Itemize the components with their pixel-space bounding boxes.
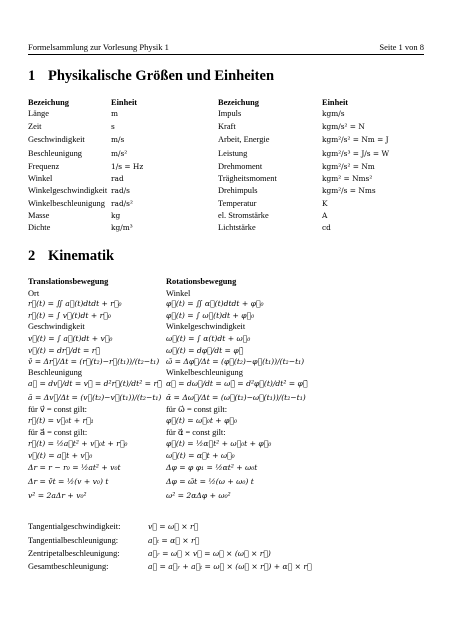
translation-formula: Δr = r − r₀ = ½at² + v₀t xyxy=(28,463,121,472)
units-column-header: Einheit xyxy=(322,98,349,107)
translation-formula: ā = Δv⃗/Δt = (v⃗(t₂)−v⃗(t₁))/(t₂−t₁) xyxy=(28,393,162,402)
quantity-name: Frequenz xyxy=(28,162,60,171)
tangential-formula: a⃗ᵣ = ω⃗ × v⃗ = ω⃗ × (ω⃗ × r⃗) xyxy=(148,549,271,558)
section-2-number: 2 xyxy=(28,248,36,264)
subsection-label: Ort xyxy=(28,289,40,298)
unit-value: kg/m³ xyxy=(111,223,133,232)
subsection-label: Geschwindigkeit xyxy=(28,322,85,331)
quantity-name: Temperatur xyxy=(218,199,257,208)
translation-formula: v⃗(t) = dr⃗/dt = r⃗̇ xyxy=(28,346,100,355)
tangential-formula: v⃗ = ω⃗ × r⃗ xyxy=(148,522,199,531)
tangential-formula: a⃗ₜ = α⃗ × r⃗ xyxy=(148,536,200,545)
quantity-name: Geschwindigkeit xyxy=(28,135,85,144)
unit-value: m xyxy=(111,109,119,118)
quantity-name: Arbeit, Energie xyxy=(218,135,270,144)
translation-formula: a⃗ = dv⃗/dt = v⃗̇ = d²r⃗(t)/dt² = r⃗̈ xyxy=(28,379,162,388)
unit-value: m/s² xyxy=(111,149,128,158)
rotation-formula: φ⃗(t) = ω⃗₀t + φ⃗₀ xyxy=(166,416,237,425)
unit-value: cd xyxy=(322,223,331,232)
quantity-name: el. Stromstärke xyxy=(218,211,269,220)
section-1-heading xyxy=(28,68,274,85)
unit-value: kgm² = Nms² xyxy=(322,174,373,183)
tangential-label: Tangentialbeschleunigung: xyxy=(28,536,119,545)
translation-formula: r⃗(t) = ∬ a⃗(t)dtdt + r⃗₀ xyxy=(28,299,122,308)
units-column-header: Einheit xyxy=(111,98,138,107)
rotation-formula: ω̄ = Δφ⃗/Δt = (φ⃗(t₂)−φ⃗(t₁))/(t₂−t₁) xyxy=(166,357,305,366)
rotation-formula: φ⃗(t) = ∬ α⃗(t)dtdt + φ⃗₀ xyxy=(166,299,264,308)
translation-formula: r⃗(t) = v⃗₀t + r⃗₁ xyxy=(28,416,94,425)
rotation-formula: ω² = 2αΔφ + ω₀² xyxy=(166,491,231,500)
rotation-formula: φ⃗(t) = ∫ ω⃗(t)dt + φ⃗₀ xyxy=(166,311,255,320)
page-header xyxy=(28,42,424,55)
tangential-formula: a⃗ = a⃗ᵣ + a⃗ₜ = ω⃗ × (ω⃗ × r⃗) + α⃗ × r⃗ xyxy=(148,562,312,571)
quantity-name: Impuls xyxy=(218,109,242,118)
subsection-label: Winkel xyxy=(166,289,191,298)
rotation-formula: ω⃗(t) = dφ⃗/dt = φ⃗̇ xyxy=(166,346,244,355)
unit-value: rad xyxy=(111,174,124,183)
quantity-name: Masse xyxy=(28,211,50,220)
section-1-number: 1 xyxy=(28,68,36,84)
quantity-name: Drehimpuls xyxy=(218,186,258,195)
translation-formula: v⃗(t) = a⃗t + v⃗₀ xyxy=(28,451,93,460)
unit-value: kgm/s² = N xyxy=(322,122,365,131)
translation-header: Translationsbewegung xyxy=(28,277,109,286)
translation-formula: r⃗(t) = ½a⃗t² + v⃗₀t + r⃗₀ xyxy=(28,439,128,448)
subsection-label: Winkelbeschleunigung xyxy=(166,368,243,377)
page-indicator: Seite 1 von 8 xyxy=(379,42,424,52)
rotation-formula: α⃗ = dω⃗/dt = ω⃗̇ = d²φ⃗(t)/dt² = φ⃗̈ xyxy=(166,379,308,388)
quantity-name: Trägheitsmoment xyxy=(218,174,277,183)
unit-value: kgm/s xyxy=(322,109,345,118)
quantity-name: Winkelgeschwindigkeit xyxy=(28,186,108,195)
rotation-formula: φ⃗(t) = ½α⃗t² + ω⃗₀t + φ⃗₀ xyxy=(166,439,272,448)
unit-value: kgm²/s² = Nm = J xyxy=(322,135,389,144)
translation-formula: r⃗(t) = ∫ v⃗(t)dt + r⃗₀ xyxy=(28,311,111,320)
unit-value: kgm²/s = Nms xyxy=(322,186,376,195)
unit-value: kgm²/s³ = J/s = W xyxy=(322,149,390,158)
unit-value: m/s xyxy=(111,135,125,144)
rotation-formula: ω⃗(t) = α⃗t + ω⃗₀ xyxy=(166,451,235,460)
header-title: Formelsammlung zur Vorlesung Physik 1 xyxy=(28,42,169,52)
quantity-name: Lichtstärke xyxy=(218,223,256,232)
quantity-name: Winkel xyxy=(28,174,53,183)
unit-value: kg xyxy=(111,211,121,220)
rotation-formula: Δφ = φ φ₁ = ½αt² + ω₀t xyxy=(166,463,258,472)
units-column-header: Bezeichung xyxy=(218,98,259,107)
unit-value: 1/s = Hz xyxy=(111,162,144,171)
translation-formula: v̄ = Δr⃗/Δt = (r⃗(t₂)−r⃗(t₁))/(t₂−t₁) xyxy=(28,357,160,366)
unit-value: rad/s xyxy=(111,186,130,195)
subsection-label: für ω⃗ = const gilt: xyxy=(166,405,228,414)
quantity-name: Länge xyxy=(28,109,49,118)
rotation-formula: Δφ = ω̄t = ½(ω + ω₀) t xyxy=(166,477,254,486)
section-1-title: Physikalische Größen und Einheiten xyxy=(48,68,275,84)
quantity-name: Drehmoment xyxy=(218,162,263,171)
unit-value: rad/s² xyxy=(111,199,133,208)
subsection-label: Winkelgeschwindigkeit xyxy=(166,322,246,331)
quantity-name: Zeit xyxy=(28,122,42,131)
quantity-name: Dichte xyxy=(28,223,51,232)
subsection-label: für a⃗ = const gilt: xyxy=(28,428,88,437)
subsection-label: für α⃗ = const gilt: xyxy=(166,428,226,437)
unit-value: K xyxy=(322,199,328,208)
subsection-label: für v⃗ = const gilt: xyxy=(28,405,87,414)
translation-formula: Δr = v̄t = ½(v + v₀) t xyxy=(28,477,109,486)
section-2-title: Kinematik xyxy=(48,248,115,264)
units-column-header: Bezeichung xyxy=(28,98,69,107)
translation-formula: v⃗(t) = ∫ a⃗(t)dt + v⃗₀ xyxy=(28,334,113,343)
rotation-formula: ᾱ = Δω⃗/Δt = (ω⃗(t₂)−ω⃗(t₁))/(t₂−t₁) xyxy=(166,393,306,402)
rotation-formula: ω⃗(t) = ∫ α(t)dt + ω⃗₀ xyxy=(166,334,251,343)
section-2-heading xyxy=(28,248,114,265)
quantity-name: Beschleunigung xyxy=(28,149,82,158)
quantity-name: Leistung xyxy=(218,149,248,158)
tangential-label: Gesamtbeschleunigung: xyxy=(28,562,109,571)
tangential-label: Zentripetalbeschleunigung: xyxy=(28,549,120,558)
unit-value: kgm²/s² = Nm xyxy=(322,162,375,171)
quantity-name: Kraft xyxy=(218,122,236,131)
tangential-label: Tangentialgeschwindigkeit: xyxy=(28,522,121,531)
quantity-name: Winkelbeschleunigung xyxy=(28,199,105,208)
subsection-label: Beschleunigung xyxy=(28,368,82,377)
rotation-header: Rotationsbewegung xyxy=(166,277,237,286)
unit-value: A xyxy=(322,211,328,220)
unit-value: s xyxy=(111,122,115,131)
translation-formula: v² = 2aΔr + v₀² xyxy=(28,491,87,500)
